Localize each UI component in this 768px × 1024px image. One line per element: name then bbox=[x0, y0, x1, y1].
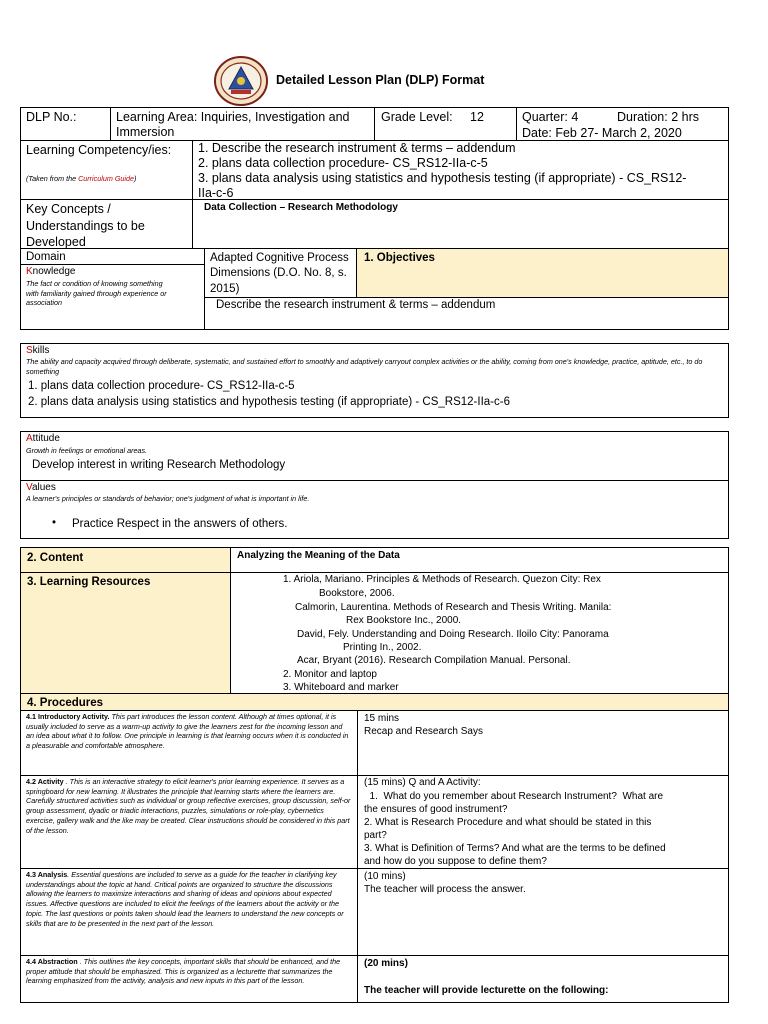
p44-value: The teacher will provide lecturette on the following: bbox=[364, 985, 609, 996]
objectives-label: 1. Objectives bbox=[364, 252, 435, 264]
competency-line-1: 1. Describe the research instrument & terms – addendum bbox=[198, 141, 516, 155]
p41-title: 4.1 Introductory Activity. bbox=[26, 712, 110, 721]
skills-heading bbox=[26, 345, 49, 357]
procedures-header-cell bbox=[20, 693, 729, 711]
p41-text: This part introduces the lesson content. Although at times optional, it is usually included to serve as a warm-up activity to give the learners zest for the incoming lesson and an idea about what it to follow. One principle in learning is that learning occurs when it is conducted in a pleasurable and comfortable atmosphere. bbox=[26, 712, 349, 751]
resource-1a: 1. Ariola, Mariano. Principles & Methods of Research. Quezon City: Rex bbox=[283, 574, 601, 585]
attitude-value: Develop interest in writing Research Methodology bbox=[32, 459, 286, 471]
attitude-first-letter: A bbox=[26, 433, 33, 444]
p42-line-7: and how do you suppose to define them? bbox=[364, 856, 547, 867]
skills-line-2: 2. plans data analysis using statistics and hypothesis testing (if appropriate) - CS_RS12-IIa-c-6 bbox=[28, 396, 510, 408]
p43-time: (10 mins) bbox=[364, 871, 406, 882]
resource-6: 3. Whiteboard and marker bbox=[283, 682, 399, 693]
dlp-no-label: DLP No.: bbox=[26, 110, 77, 124]
date: Date: Feb 27- March 2, 2020 bbox=[522, 126, 682, 140]
content-label: 2. Content bbox=[27, 552, 84, 564]
resource-1b: Bookstore, 2006. bbox=[319, 588, 395, 599]
competency-note bbox=[26, 174, 136, 184]
knowledge-heading bbox=[26, 266, 75, 278]
procedures-label: 4. Procedures bbox=[27, 697, 104, 709]
resources-label: 3. Learning Resources bbox=[27, 576, 151, 588]
p41-value-cell bbox=[357, 710, 729, 776]
competency-line-3: 3. plans data analysis using statistics and hypothesis testing (if appropriate) - CS_RS12-IIa-c-6 bbox=[198, 171, 687, 201]
learning-area: Learning Area: Inquiries, Investigation and Immersion bbox=[116, 110, 350, 140]
content-value: Analyzing the Meaning of the Data bbox=[237, 550, 400, 561]
values-desc: A learner's principles or standards of behavior; one's judgment of what is important in life. bbox=[26, 494, 310, 503]
values-value: Practice Respect in the answers of others. bbox=[72, 518, 288, 530]
competency-note-suffix: ) bbox=[134, 174, 137, 183]
key-concepts-label: Key Concepts / Understandings to be Developed bbox=[26, 202, 145, 250]
values-bullet: • bbox=[52, 517, 57, 529]
p42-line-6: 3. What is Definition of Terms? And what are the terms to be defined bbox=[364, 843, 666, 854]
values-heading bbox=[26, 482, 56, 494]
p42-text: . This is an interactive strategy to elicit learner's prior learning experience. It serves as a springboard for new learning. It illustrates the principle that learning starts where the learners are. Carefully structured activities such as individual or group reflective exercises, group discussion, self-or group assessment, dyadic or triadic interactions, puzzles, simulations or role-play, cybernetics exercise, gallery walk and the like may be created. Clear instructions should be considered in this part of the lesson. bbox=[26, 777, 351, 835]
resources-label-top bbox=[20, 572, 231, 573]
grade-level-value: 12 bbox=[470, 110, 484, 124]
knowledge-objective: Describe the research instrument & terms – addendum bbox=[216, 299, 496, 311]
grade-level-label: Grade Level: bbox=[381, 110, 453, 124]
quarter: Quarter: 4 bbox=[522, 110, 579, 124]
p43-value-cell bbox=[357, 868, 729, 956]
p43-text: . Essential questions are included to serve as a guide for the teacher in clarifying key understandings about the topic at hand. Critical points are organized to structure the discussions allowing the learners to maximize interactions and sharing of ideas and opinions about expected issues. Affective questions are included to elicit the feelings of the learners about the activity or the topic. The last questions or points taken should lead the learners to understand the new concepts or skills that are to be presented in the next part of the lesson. bbox=[26, 870, 344, 928]
p41-desc bbox=[26, 712, 352, 751]
knowledge-desc: The fact or condition of knowing something with familiarity gained through experience or association bbox=[26, 279, 167, 308]
p43-desc bbox=[26, 870, 352, 928]
attitude-heading bbox=[26, 433, 60, 445]
competency-line-2: 2. plans data collection procedure- CS_RS12-IIa-c-5 bbox=[198, 156, 488, 170]
p41-value: Recap and Research Says bbox=[364, 726, 483, 737]
values-first-letter: V bbox=[26, 482, 32, 493]
skills-desc: The ability and capacity acquired through deliberate, systematic, and sustained effort to smoothly and adaptively carryout complex activities or the ability, coming from one's knowledge, practice, aptitude, etc., to do something bbox=[26, 357, 703, 376]
skills-rest: kills bbox=[32, 345, 50, 356]
attitude-rest: ttitude bbox=[32, 433, 60, 444]
p41-time: 15 mins bbox=[364, 713, 400, 724]
resources-label-cell bbox=[20, 572, 231, 694]
competency-note-prefix: (Taken from the bbox=[26, 174, 79, 183]
attitude-desc: Growth in feelings or emotional areas. bbox=[26, 446, 148, 455]
curriculum-guide-link: Curriculum Guide bbox=[78, 174, 134, 183]
p42-line-3: the ensures of good instrument? bbox=[364, 804, 508, 815]
p44-time: (20 mins) bbox=[364, 958, 408, 969]
p42-line-2: 1. What do you remember about Research Instrument? What are bbox=[364, 791, 664, 802]
skills-first-letter: S bbox=[26, 345, 33, 356]
resource-3a: David, Fely. Understanding and Doing Research. Iloilo City: Panorama bbox=[297, 629, 609, 640]
p43-value: The teacher will process the answer. bbox=[364, 884, 526, 895]
values-rest: alues bbox=[31, 482, 56, 493]
p43-title: 4.3 Analysis bbox=[26, 870, 68, 879]
p42-line-1: (15 mins) Q and A Activity: bbox=[364, 777, 481, 788]
resource-5: 2. Monitor and laptop bbox=[283, 669, 377, 680]
p44-text: . This outlines the key concepts, important skills that should be enhanced, and the proper attitude that should be emphasized. This is organized as a lecturette that summarizes the learning emphasized from the activity, analysis and new inputs in this part of the lesson. bbox=[26, 957, 341, 986]
resource-3b: Printing In., 2002. bbox=[343, 642, 422, 653]
skills-line-1: 1. plans data collection procedure- CS_RS12-IIa-c-5 bbox=[28, 380, 295, 392]
duration: Duration: 2 hrs bbox=[617, 110, 699, 124]
p44-title: 4.4 Abstraction bbox=[26, 957, 78, 966]
cognitive-label: Adapted Cognitive Process Dimensions (D.O. No. 8, s. 2015) bbox=[210, 252, 349, 295]
p44-desc bbox=[26, 957, 352, 986]
attitude-cell bbox=[20, 431, 729, 481]
resource-4: Acar, Bryant (2016). Research Compilation Manual. Personal. bbox=[297, 655, 571, 666]
page-title: Detailed Lesson Plan (DLP) Format bbox=[276, 73, 485, 87]
knowledge-rest: nowledge bbox=[32, 266, 76, 277]
p42-line-4: 2. What is Research Procedure and what should be stated in this bbox=[364, 817, 652, 828]
p42-line-5: part? bbox=[364, 830, 387, 841]
domain-label: Domain bbox=[26, 251, 66, 263]
p42-title: 4.2 Activity bbox=[26, 777, 64, 786]
knowledge-first-letter: K bbox=[26, 266, 33, 277]
p42-desc bbox=[26, 777, 352, 835]
resource-2a: Calmorin, Laurentina. Methods of Research and Thesis Writing. Manila: bbox=[295, 602, 612, 613]
key-concepts-value: Data Collection – Research Methodology bbox=[204, 202, 398, 213]
resource-2b: Rex Bookstore Inc., 2000. bbox=[346, 615, 462, 626]
competency-label: Learning Competency/ies: bbox=[26, 143, 172, 157]
school-seal bbox=[214, 56, 268, 106]
